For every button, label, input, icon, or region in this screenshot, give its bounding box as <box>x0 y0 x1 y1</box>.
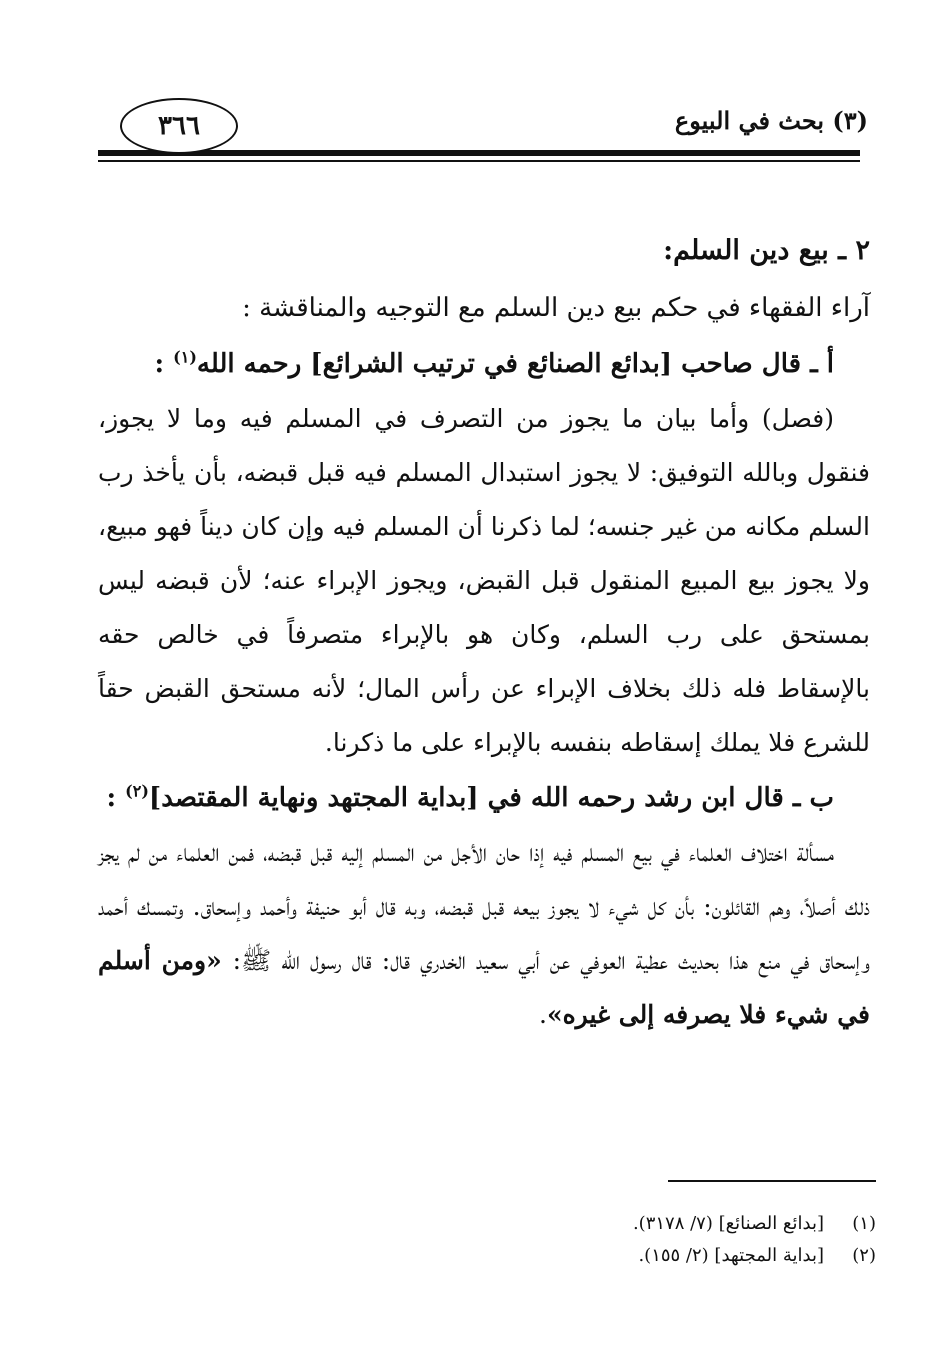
quote-a-suffix: : <box>154 349 174 379</box>
footnote-1 <box>176 1208 876 1240</box>
header-rule-thin <box>98 160 860 162</box>
quote-a-label: أ ـ قال صاحب [بدائع الصنائع في ترتيب الشرائع] رحمه الله <box>196 349 834 379</box>
intro-line: آراء الفقهاء في حكم بيع دين السلم مع التوجيه والمناقشة : <box>242 293 870 323</box>
header-rule-thick <box>98 150 860 156</box>
footnote-number: (١) <box>852 1213 876 1234</box>
footnotes <box>176 1208 876 1272</box>
quote-a-text: (فصل) وأما بيان ما يجوز من التصرف في المسلم فيه وما لا يجوز، فنقول وبالله التوفيق: لا يجوز استبدال المسلم فيه قبل قبضه، بأن يأخذ رب السلم مكانه من غير جنسه؛ لما ذكرنا أن المسلم فيه وإن كان ديناً فهو مبيع، ولا يجوز بيع المبيع المنقول قبل القبض، ويجوز الإبراء عنه؛ لأن قبضه ليس بمستحق على رب السلم، وكان هو بالإبراء متصرفاً في خالص حقه بالإسقاط فله ذلك بخلاف الإبراء عن رأس المال؛ لأنه مستحق القبض حقاً للشرع فلا يملك إسقاطه بنفسه بالإبراء على ما ذكرنا. <box>98 404 870 757</box>
hadith-text: «ومن أسلم في شيء فلا يصرفه إلى غيره» <box>98 946 870 1029</box>
quote-b-label: ب ـ قال ابن رشد رحمه الله في [بداية المجتهد ونهاية المقتصد] <box>148 783 834 813</box>
footnote-ref-1: (١) <box>173 347 197 367</box>
footnote-number: (٢) <box>852 1245 876 1266</box>
main-text <box>98 228 870 1042</box>
quote-b-paragraph <box>98 826 870 1042</box>
section-heading: ٢ ـ بيع دين السلم: <box>663 235 870 266</box>
running-title: (٣) بحث في البيوع <box>674 106 868 135</box>
footnote-text: [بداية المجتهد] (٢/ ١٥٥). <box>638 1245 824 1266</box>
quote-b-text: مسألة اختلاف العلماء في بيع المسلم فيه إذا حان الأجل من المسلم إليه قبل قبضه، فمن العلماء من لم يجز ذلك أصلاً، وهم القائلون: بأن كل شيء لا يجوز بيعه قبل قبضه، وبه قال أبو حنيفة وأحمد وإسحاق. وتمسك أحمد وإسحاق في منع هذا بحديث عطية العوفي عن أبي سعيد الخدري قال: قال رسول الله ﷺ: <box>98 838 870 975</box>
page-number: ٣٦٦ <box>120 98 238 154</box>
footnote-text: [بدائع الصنائع] (٧/ ٣١٧٨). <box>632 1213 824 1234</box>
footnote-ref-2: (٢) <box>125 781 149 801</box>
footnote-2 <box>176 1240 876 1272</box>
quote-b-suffix: : <box>106 783 126 813</box>
page-header <box>98 92 868 152</box>
quote-a-intro <box>98 336 834 392</box>
quote-b-end: . <box>539 1000 547 1029</box>
footnote-separator <box>668 1180 876 1182</box>
quote-b-intro <box>98 770 834 826</box>
